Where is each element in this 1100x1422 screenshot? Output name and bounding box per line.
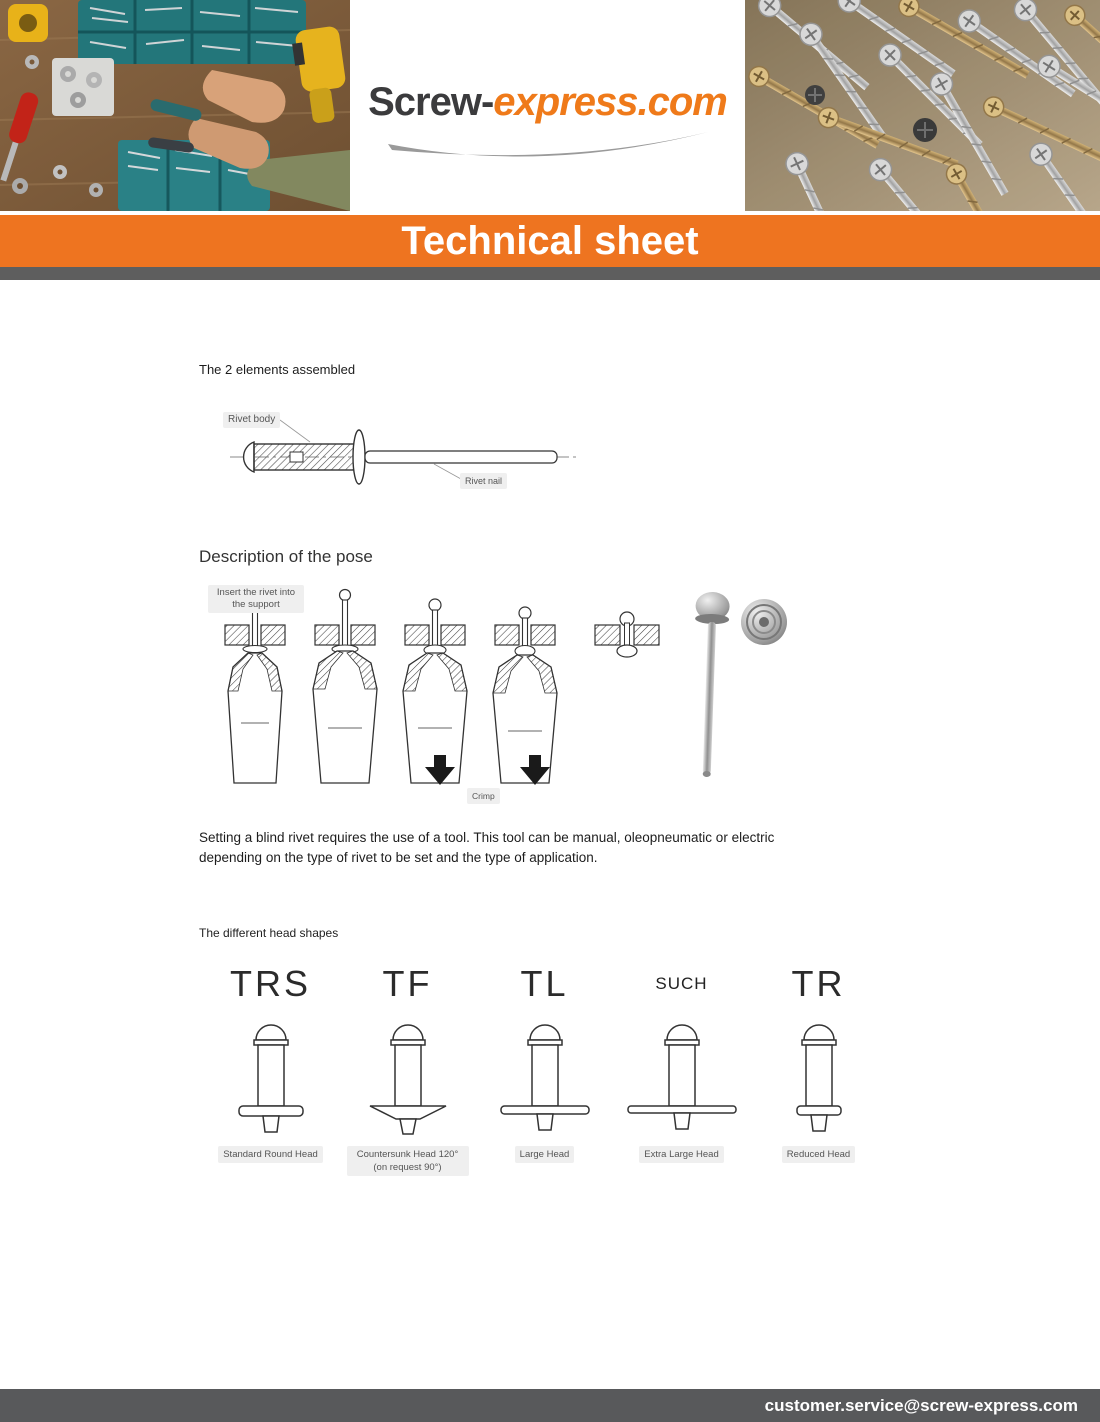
pose-title: Description of the pose	[199, 547, 373, 566]
logo-part2: express.com	[493, 80, 727, 124]
crimp-label: Crimp	[467, 788, 500, 804]
pose-paragraph: Setting a blind rivet requires the use of a tool. This tool can be manual, oleopneumatic or electric depending on the type of rivet to be set and the type of application.	[199, 830, 775, 865]
screws-photo	[745, 0, 1100, 211]
head-drawing-such	[622, 1010, 742, 1142]
pose-steps-diagram	[205, 583, 675, 818]
head-code-tr: TR	[791, 963, 846, 1004]
rivet-body-label: Rivet body	[223, 412, 280, 428]
footer-email[interactable]: customer.service@screw-express.com	[764, 1396, 1078, 1415]
head-col-such	[613, 962, 750, 1163]
heads-title: The different head shapes	[199, 926, 339, 940]
header	[0, 0, 1100, 211]
logo-part1: Screw-	[368, 80, 494, 124]
head-drawing-tl	[485, 1010, 605, 1142]
rivet-nail-label: Rivet nail	[460, 473, 507, 489]
head-drawing-tf	[348, 1010, 468, 1142]
head-code-trs: TRS	[230, 963, 311, 1004]
head-caption-tr: Reduced Head	[782, 1146, 855, 1163]
head-code-such: SUCH	[655, 974, 708, 993]
head-drawing-tr	[759, 1010, 879, 1142]
workbench-photo	[0, 0, 350, 211]
logo	[350, 0, 745, 211]
head-code-tf: TF	[382, 963, 433, 1004]
head-caption-trs: Standard Round Head	[218, 1146, 323, 1163]
banner-title	[0, 215, 1100, 267]
logo-swoosh-icon	[378, 128, 718, 172]
head-shapes-row	[202, 962, 892, 1192]
head-caption-tl: Large Head	[515, 1146, 575, 1163]
head-col-tr	[750, 962, 887, 1163]
insert-rivet-label: Insert the rivet into the support	[208, 585, 304, 613]
head-caption-tf: Countersunk Head 120° (on request 90°)	[347, 1146, 469, 1176]
head-code-tl: TL	[520, 963, 569, 1004]
head-col-tl	[476, 962, 613, 1163]
banner-title-text: Technical sheet	[401, 219, 699, 263]
logo-text	[350, 80, 745, 125]
head-drawing-trs	[211, 1010, 331, 1142]
rivet-photo	[672, 580, 802, 810]
head-col-tf	[339, 962, 476, 1176]
banner-shadow-strip	[0, 267, 1100, 280]
assembled-title: The 2 elements assembled	[199, 362, 356, 377]
footer	[0, 1389, 1100, 1422]
head-caption-such: Extra Large Head	[639, 1146, 723, 1163]
head-col-trs	[202, 962, 339, 1163]
